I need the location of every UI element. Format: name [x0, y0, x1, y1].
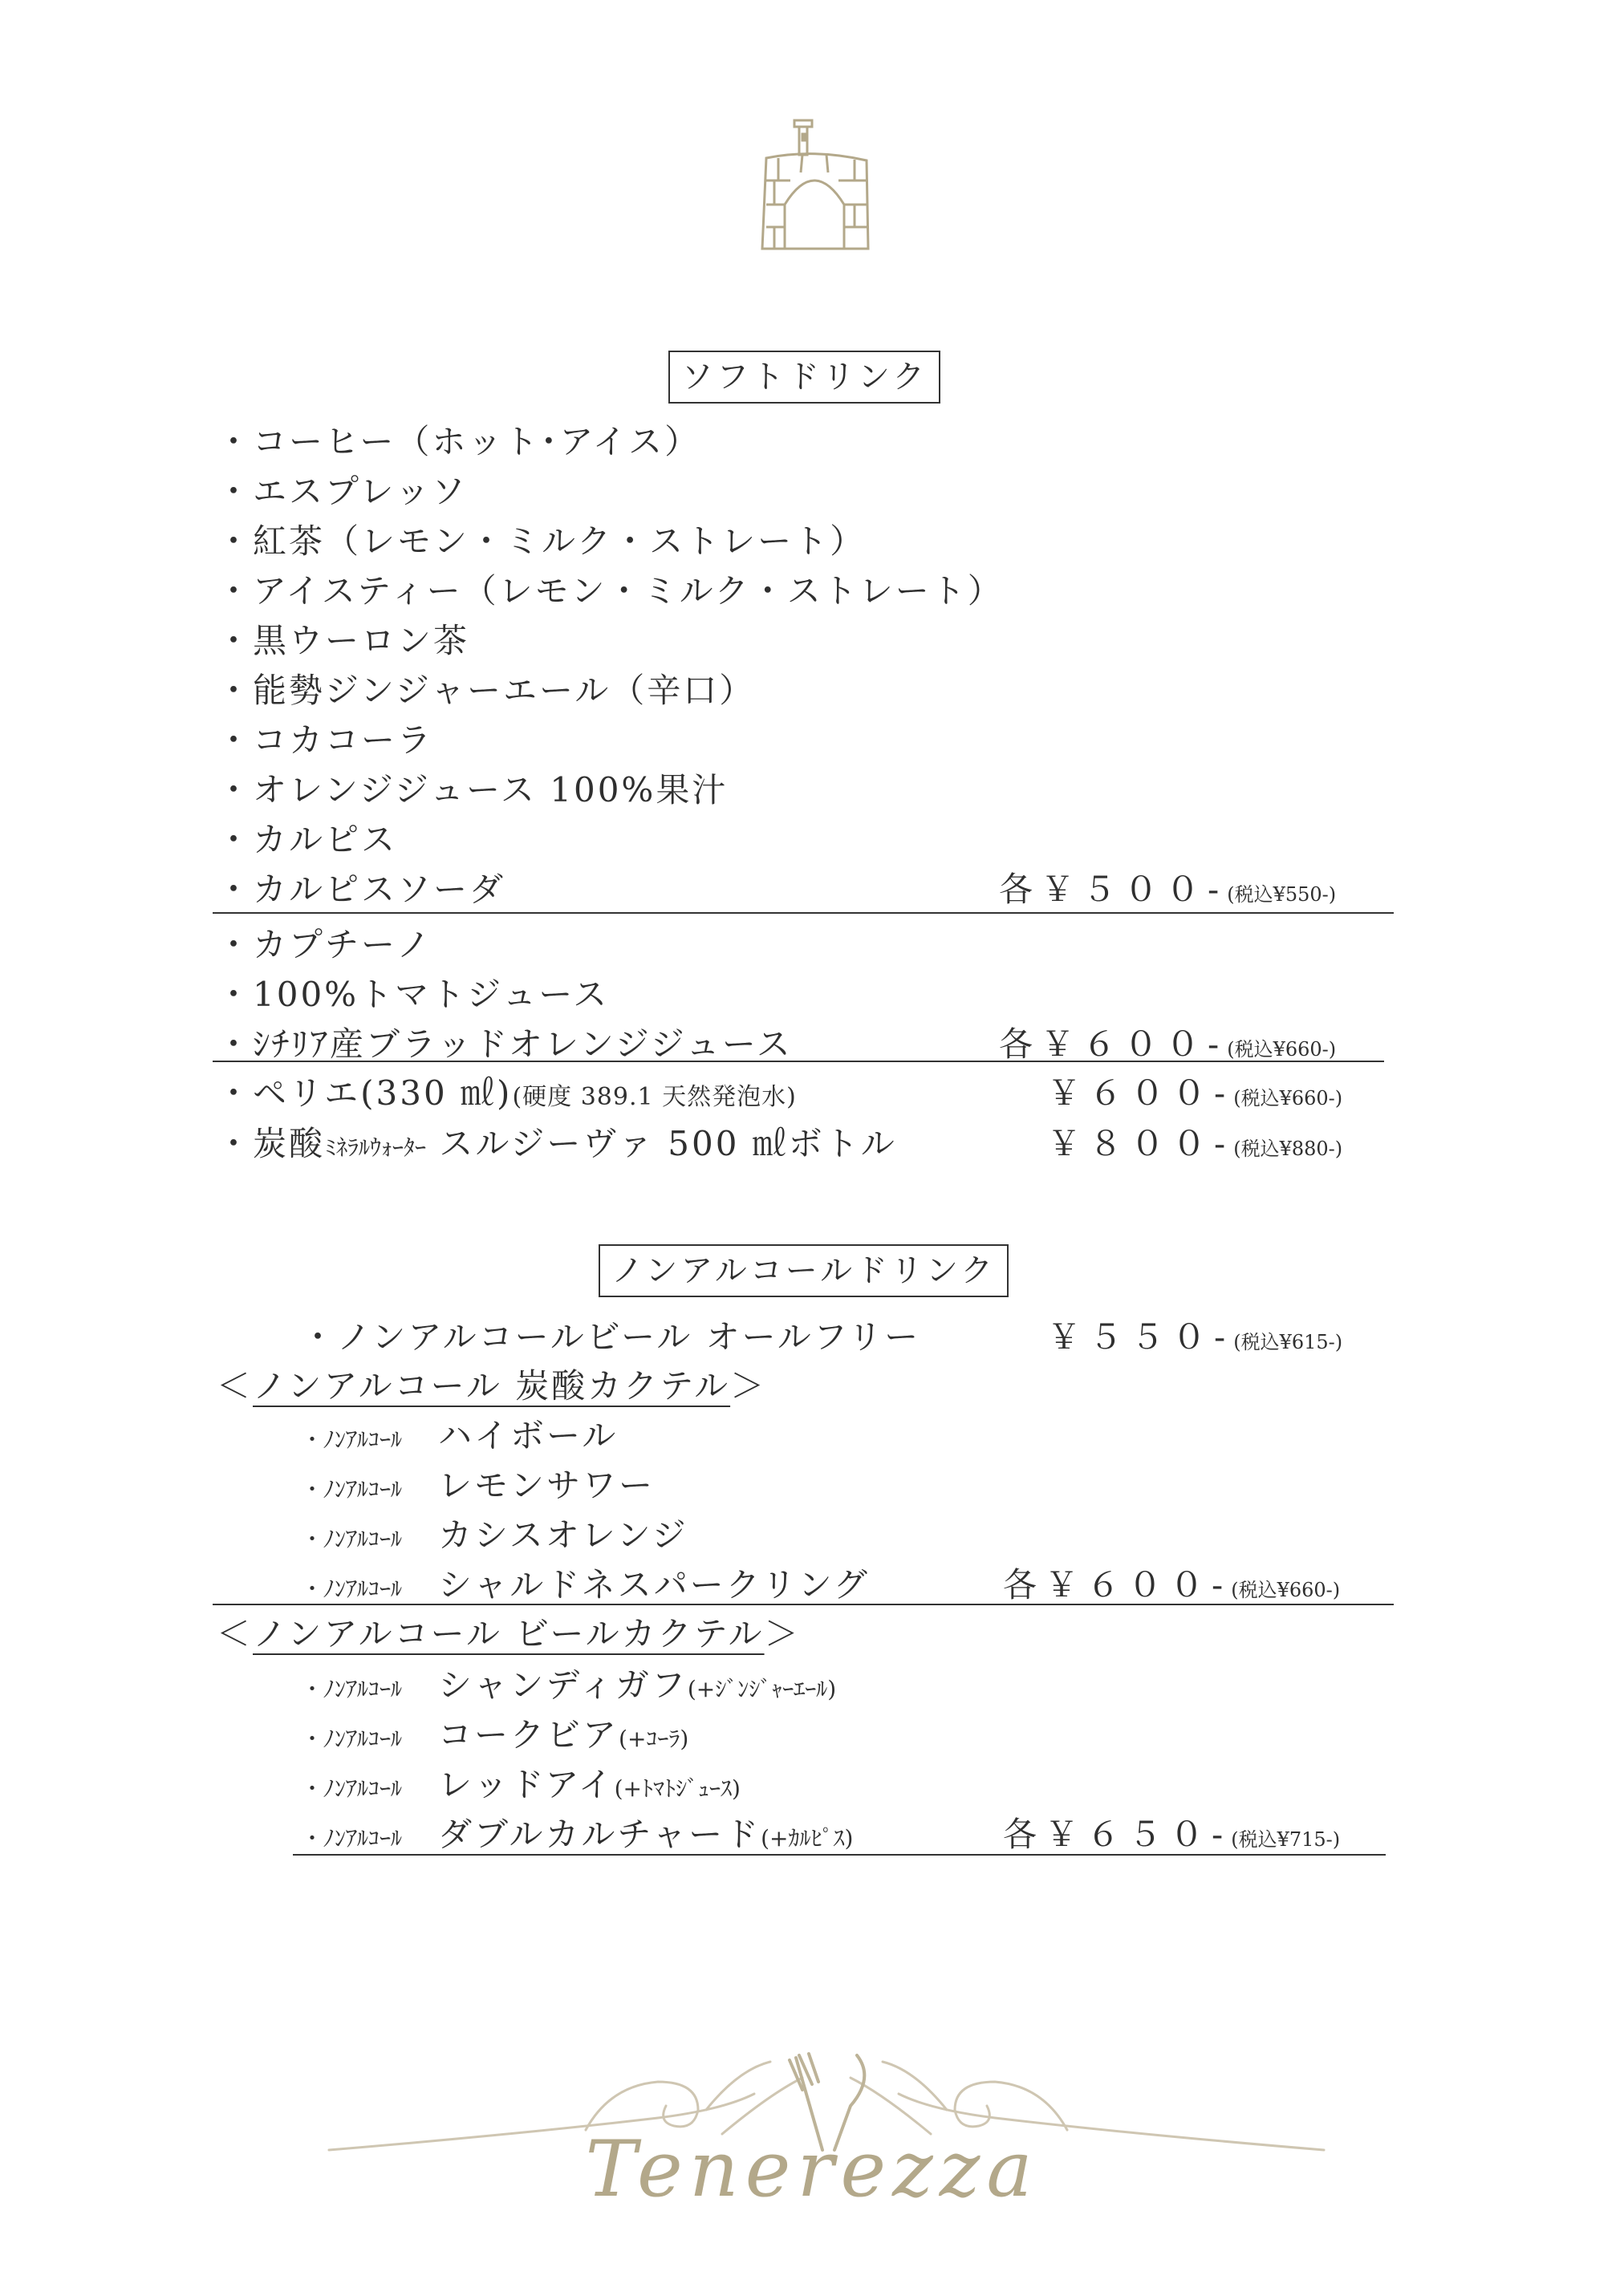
item-label: ・コーヒー（ホット･アイス） [217, 422, 701, 461]
item-price: ￥６００- [1047, 1073, 1234, 1113]
divider [213, 912, 1394, 914]
item-label: カシスオレンジ [438, 1515, 688, 1555]
item-label: コークビア [438, 1715, 619, 1754]
item-tax: (税込¥715-) [1231, 1828, 1341, 1851]
item-tax: (税込¥880-) [1233, 1138, 1343, 1160]
item-label: ・能勢ジンジャーエール（辛口） [217, 671, 756, 710]
group-heading: ＜ノンアルコール ビールカクテル＞ [217, 1614, 801, 1653]
item-label: レモンサワー [438, 1466, 656, 1505]
item-label: ・炭酸 [217, 1124, 326, 1163]
item-prefix: ・ﾉﾝｱﾙｺｰﾙ [301, 1526, 403, 1552]
brand-logo: Tenerezza [585, 2124, 1039, 2214]
item-tax: (税込¥660-) [1231, 1579, 1341, 1601]
item-label: シャンディガフ [438, 1665, 688, 1705]
list-item [217, 765, 1404, 815]
non-alcohol-title: ノンアルコールドリンク [599, 1244, 1009, 1297]
list-item [301, 1810, 1408, 1860]
item-label: レッドアイ [438, 1765, 615, 1804]
item-label: ・ペリエ(330 ㎖) [217, 1073, 513, 1113]
list-item [217, 666, 1404, 716]
item-label: ・黒ウーロン茶 [217, 621, 470, 660]
item-price: 各￥６００- [999, 1024, 1228, 1064]
list-item [301, 1560, 1408, 1610]
item-label: ・ｼﾁﾘｱ産ブラッドオレンジジュース [217, 1024, 793, 1064]
list-item [217, 970, 1404, 1020]
item-prefix: ・ﾉﾝｱﾙｺｰﾙ [301, 1426, 403, 1453]
item-label: ・エスプレッソ [217, 472, 468, 511]
item-label: ダブルカルチャード [438, 1815, 761, 1854]
item-price: ￥５５０- [1047, 1317, 1234, 1357]
item-tax: (税込¥660-) [1233, 1087, 1343, 1109]
list-item [217, 1069, 1404, 1118]
list-item [217, 616, 1404, 666]
item-price: 各￥６５０- [1003, 1815, 1232, 1854]
item-label: シャルドネスパークリング [438, 1565, 870, 1604]
item-label: ・ノンアルコールビール オールフリー [301, 1317, 921, 1357]
divider [293, 1854, 1386, 1856]
soft-drink-title: ソフトドリンク [668, 351, 940, 404]
item-note: (+ｶﾙﾋﾟｽ) [761, 1825, 854, 1852]
list-item [301, 1511, 1408, 1560]
item-label: ・コカコーラ [217, 720, 434, 760]
list-item [217, 716, 1404, 765]
divider [213, 1061, 1384, 1062]
item-label: ・カルピスソーダ [217, 870, 506, 909]
group-heading: ＜ノンアルコール 炭酸カクテル＞ [217, 1366, 767, 1406]
item-label: ・100%トマトジュース [217, 975, 610, 1014]
list-item [217, 1119, 1404, 1169]
oven-icon [754, 116, 875, 253]
list-item [301, 1760, 1408, 1810]
list-item [301, 1411, 1408, 1461]
item-note: (+ｼﾞﾝｼﾞｬｰｴｰﾙ) [687, 1676, 837, 1702]
item-note: (+ｺｰﾗ) [619, 1726, 689, 1752]
item-prefix: ・ﾉﾝｱﾙｺｰﾙ [301, 1775, 403, 1802]
item-prefix: ・ﾉﾝｱﾙｺｰﾙ [301, 1825, 403, 1852]
item-note: (硬度 389.1 天然発泡水) [512, 1083, 797, 1111]
item-note: (+ﾄﾏﾄｼﾞｭｰｽ) [614, 1775, 741, 1802]
list-item [217, 920, 1404, 970]
item-tax: (税込¥550-) [1227, 883, 1337, 906]
list-item [217, 417, 1404, 467]
item-label: ・アイスティー（レモン・ミルク・ストレート） [217, 571, 1004, 611]
list-item [217, 467, 1404, 517]
item-tax: (税込¥615-) [1233, 1331, 1343, 1353]
list-item [301, 1312, 1408, 1362]
list-item [217, 865, 1404, 915]
list-item [217, 815, 1404, 865]
item-prefix: ・ﾉﾝｱﾙｺｰﾙ [301, 1726, 403, 1752]
list-item [301, 1661, 1408, 1710]
item-price: ￥８００- [1047, 1124, 1234, 1163]
list-item [301, 1461, 1408, 1511]
item-label: ・オレンジジュース 100%果汁 [217, 770, 729, 809]
list-item [301, 1710, 1408, 1760]
item-label: スルジーヴァ 500 ㎖ボトル [426, 1124, 897, 1163]
item-label: ・カルピス [217, 820, 398, 859]
item-label-small: ﾐﾈﾗﾙｳｫｰﾀｰ [325, 1134, 427, 1161]
item-tax: (税込¥660-) [1227, 1038, 1337, 1061]
item-prefix: ・ﾉﾝｱﾙｺｰﾙ [301, 1476, 403, 1503]
item-price: 各￥６００- [1003, 1565, 1232, 1604]
item-prefix: ・ﾉﾝｱﾙｺｰﾙ [301, 1576, 403, 1602]
divider [213, 1604, 1394, 1605]
item-label: ・紅茶（レモン・ミルク・ストレート） [217, 521, 867, 561]
list-item [217, 517, 1404, 566]
item-prefix: ・ﾉﾝｱﾙｺｰﾙ [301, 1676, 403, 1702]
item-label: ・カプチーノ [217, 925, 433, 964]
list-item [217, 566, 1404, 616]
item-price: 各￥５００- [999, 870, 1228, 909]
item-label: ハイボール [438, 1416, 619, 1455]
